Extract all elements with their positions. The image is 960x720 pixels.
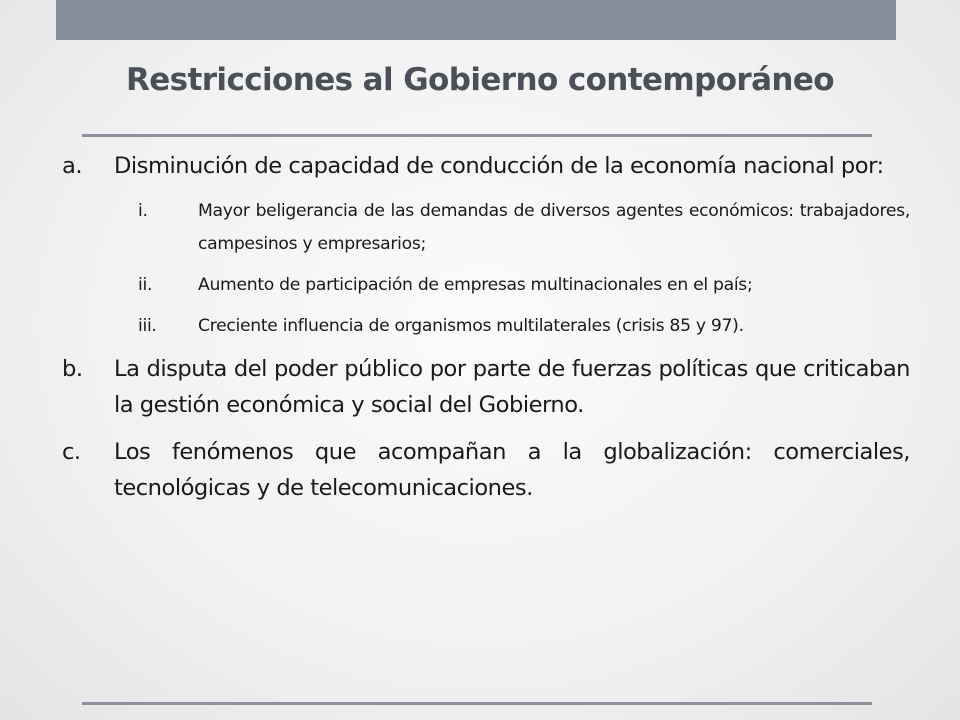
sub-item-i bbox=[124, 195, 910, 261]
top-decorative-band bbox=[56, 0, 896, 40]
sub-item-text: Creciente influencia de organismos multilaterales (crisis 85 y 97). bbox=[198, 316, 744, 336]
list-item-text: La disputa del poder público por parte de fuerzas políticas que criticaban la gestión económica y social del Gobierno. bbox=[114, 356, 910, 418]
sub-item-text: Aumento de participación de empresas multinacionales en el país; bbox=[198, 275, 753, 295]
sub-marker: i. bbox=[138, 201, 148, 221]
title-divider bbox=[82, 134, 872, 137]
list-item-c bbox=[62, 434, 910, 506]
sub-marker: iii. bbox=[138, 316, 157, 336]
list-marker: b. bbox=[62, 356, 83, 382]
list-marker: c. bbox=[62, 439, 81, 465]
slide-body bbox=[62, 148, 910, 517]
bottom-divider bbox=[82, 702, 872, 705]
sub-list bbox=[124, 195, 910, 343]
list-item-text: Disminución de capacidad de conducción de la economía nacional por: bbox=[114, 153, 884, 179]
list-item-text: Los fenómenos que acompañan a la globalización: comerciales, tecnológicas y de telecomunicaciones. bbox=[114, 439, 910, 501]
sub-item-ii bbox=[124, 269, 910, 302]
sub-marker: ii. bbox=[138, 275, 153, 295]
slide-title: Restricciones al Gobierno contemporáneo bbox=[125, 62, 835, 98]
list-item-a bbox=[62, 148, 910, 184]
list-item-b bbox=[62, 351, 910, 423]
sub-item-text: Mayor beligerancia de las demandas de diversos agentes económicos: trabajadores, campesinos y empresarios; bbox=[198, 201, 910, 254]
sub-item-iii bbox=[124, 310, 910, 343]
list-marker: a. bbox=[62, 153, 83, 179]
